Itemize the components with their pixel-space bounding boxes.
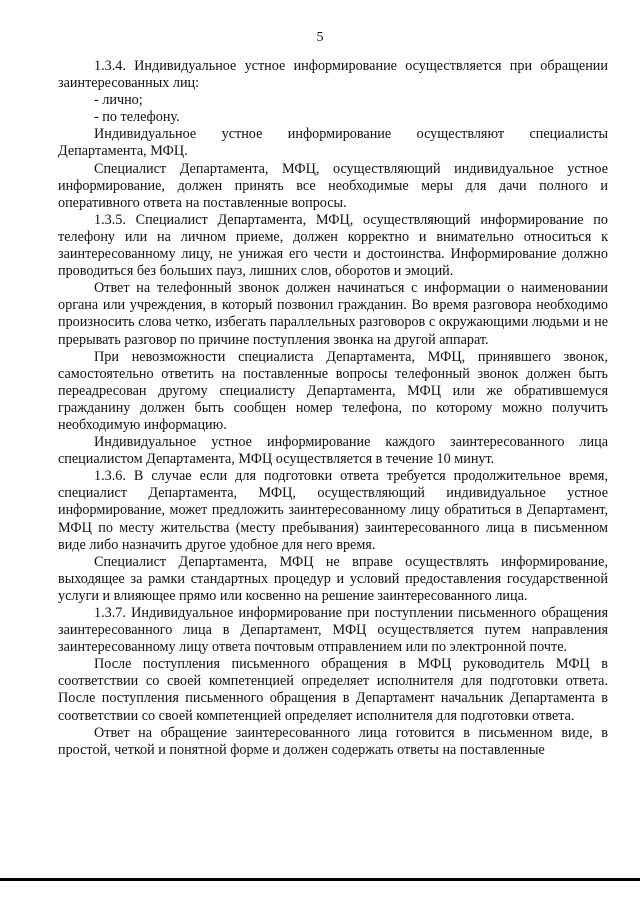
paragraph-written-request: После поступления письменного обращения в МФЦ руководитель МФЦ в соответствии со своей компетенцией определяет исполнителя для подготовки ответа. После поступления письменного обращения в Департамент начальник Департамента в соответствии со своей компетенцией определяет исполнителя для подготовки ответа. [58, 656, 608, 724]
paragraph-redirect: При невозможности специалиста Департамента, МФЦ, принявшего звонок, самостоятельно ответить на поставленные вопросы телефонный звонок должен быть переадресован другому специалисту Департамента, МФЦ или же обратившемуся гражданину должен быть сообщен номер телефона, по которому можно получить необходимую информацию. [58, 348, 608, 433]
paragraph-1-3-6: 1.3.6. В случае если для подготовки ответа требуется продолжительное время, специалист Департамента, МФЦ, осуществляющий индивидуальное устное информирование, может предложить заинтересованному лицу обратиться в Департамент, МФЦ по месту жительства (месту пребывания) заинтересованного лица в письменном виде либо назначить другое удобное для него время. [58, 468, 608, 553]
paragraph-1-3-5: 1.3.5. Специалист Департамента, МФЦ, осуществляющий информирование по телефону или на личном приеме, должен корректно и внимательно относиться к заинтересованному лицу, не унижая его чести и достоинства. Информирование должно проводиться без больших пауз, лишних слов, оборотов и эмоций. [58, 211, 608, 280]
paragraph-phone-call: Ответ на телефонный звонок должен начинаться с информации о наименовании органа или учреждения, в который позвонил гражданин. Во время разговора необходимо произносить слова четко, избегать параллельных разговоров с окружающими людьми и не прерывать разговор по причине поступления звонка на другой аппарат. [58, 280, 608, 348]
paragraph-1-3-4: 1.3.4. Индивидуальное устное информирование осуществляется при обращении заинтересованных лиц: [58, 58, 608, 92]
paragraph-duration: Индивидуальное устное информирование каждого заинтересованного лица специалистом Департамента, МФЦ осуществляется в течение 10 минут. [58, 434, 608, 468]
paragraph-1-3-7: 1.3.7. Индивидуальное информирование при поступлении письменного обращения заинтересованного лица в Департамент, МФЦ осуществляется путем направления заинтересованному лицу ответа почтовым отправлением или по электронной почте. [58, 605, 608, 656]
paragraph-answer-form: Ответ на обращение заинтересованного лица готовится в письменном виде, в простой, четкой и понятной форме и должен содержать ответы на поставленные [58, 724, 608, 758]
list-item-by-phone: - по телефону. [94, 109, 180, 126]
page-bottom-rule [0, 878, 640, 881]
paragraph-restrictions: Специалист Департамента, МФЦ не вправе осуществлять информирование, выходящее за рамки стандартных процедур и условий предоставления государственной услуги и влияющее прямо или косвенно на решение заинтересованного лица. [58, 553, 608, 604]
document-body [58, 58, 608, 759]
page-number: 5 [316, 30, 324, 45]
paragraph-specialist-duties: Специалист Департамента, МФЦ, осуществляющий индивидуальное устное информирование, должен принять все необходимые меры для дачи полного и оперативного ответа на поставленные вопросы. [58, 160, 608, 211]
paragraph-specialists: Индивидуальное устное информирование осуществляют специалисты Департамента, МФЦ. [58, 126, 608, 160]
list-item-in-person: - лично; [94, 92, 143, 109]
